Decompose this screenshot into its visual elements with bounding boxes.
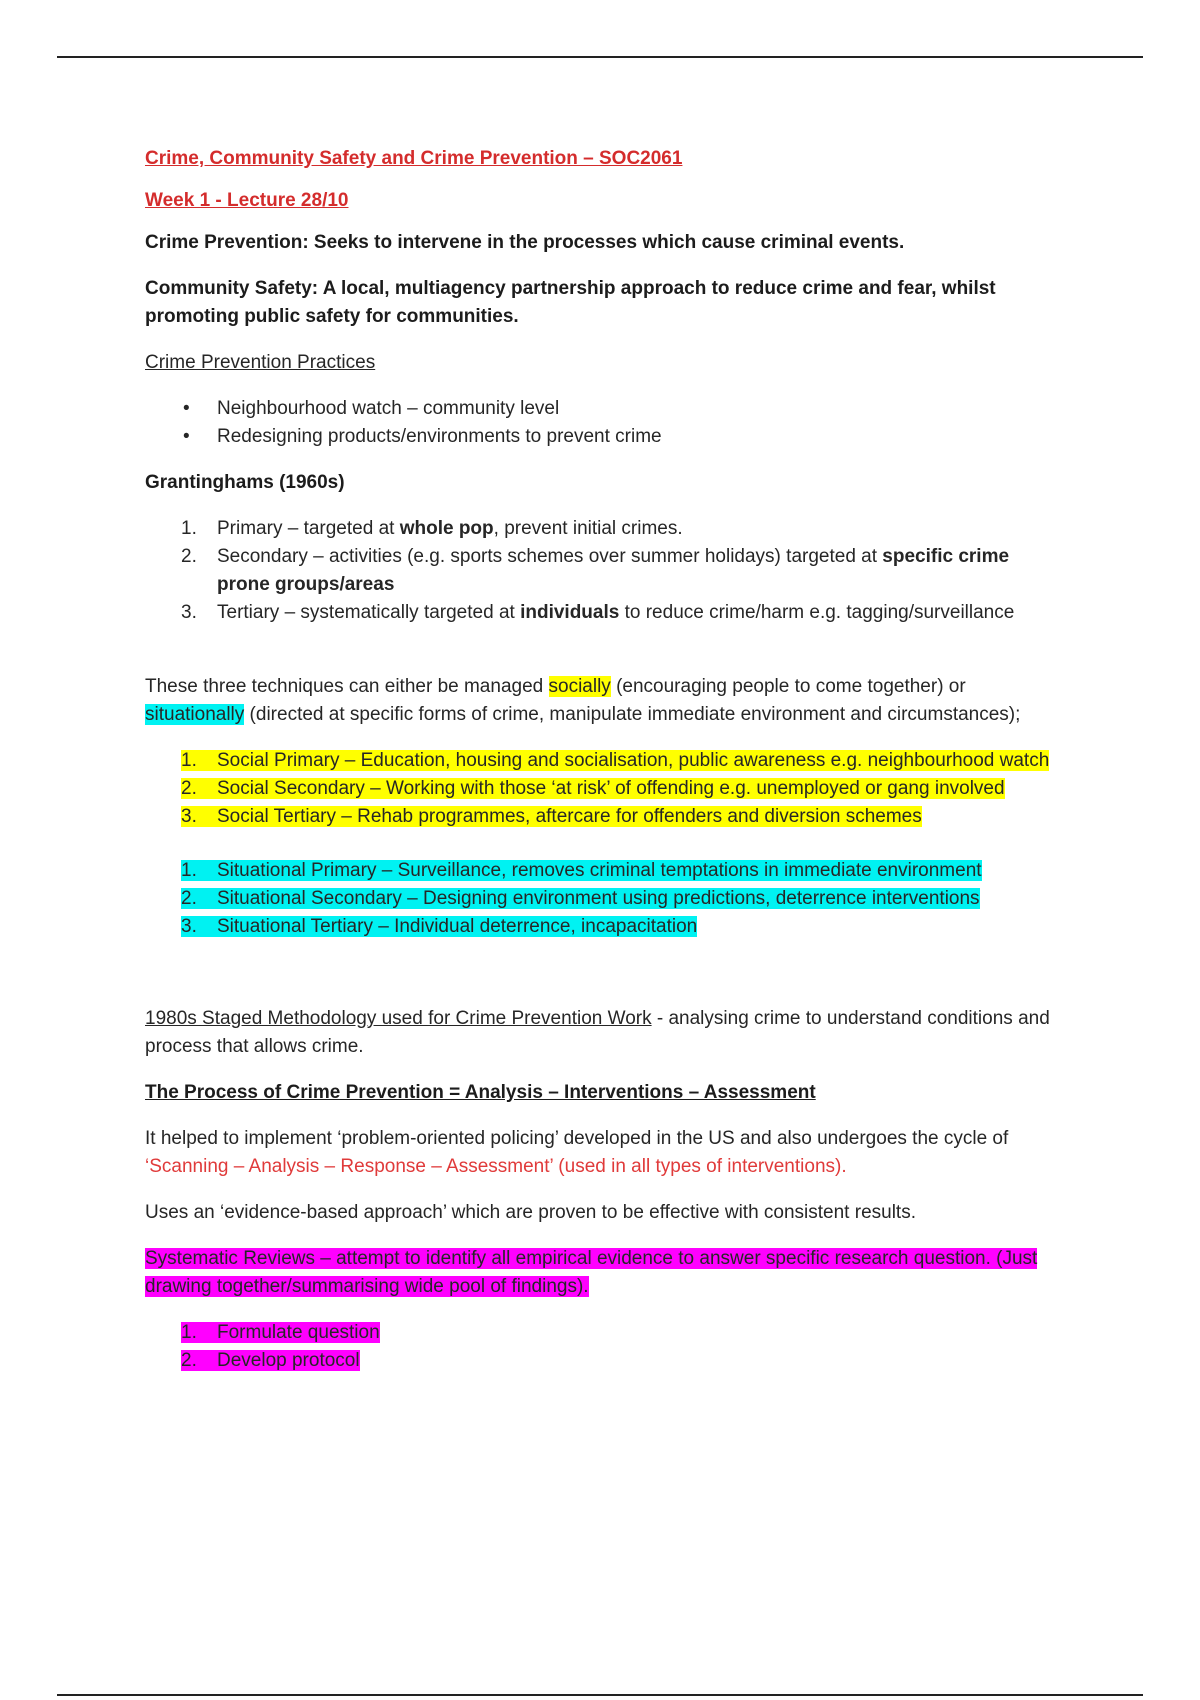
list-item: 2. Situational Secondary – Designing environment using predictions, deterrence interventions: [181, 888, 980, 909]
social-list: [145, 747, 1065, 831]
footer-rule: [57, 1694, 1143, 1696]
evidence-based-paragraph: Uses an ‘evidence-based approach’ which are proven to be effective with consistent results.: [145, 1202, 916, 1223]
list-item: 1. Social Primary – Education, housing and socialisation, public awareness e.g. neighbourhood watch: [181, 750, 1050, 771]
review-steps-list: [145, 1319, 1065, 1375]
situationally-highlight: situationally: [145, 704, 245, 725]
methodology-paragraph: 1980s Staged Methodology used for Crime Prevention Work - analysing crime to understand conditions and process that allows crime.: [145, 1008, 1050, 1057]
techniques-intro: These three techniques can either be managed socially (encouraging people to come together) or situationally (directed at specific forms of crime, manipulate immediate environment and circumstances);: [145, 676, 1021, 725]
list-item: 3. Social Tertiary – Rehab programmes, aftercare for offenders and diversion schemes: [181, 806, 922, 827]
document-title: Crime, Community Safety and Crime Prevention – SOC2061: [145, 148, 683, 169]
methodology-heading: 1980s Staged Methodology used for Crime Prevention Work: [145, 1008, 652, 1029]
week-heading: Week 1 - Lecture 28/10: [145, 190, 349, 211]
list-item: 2. Develop protocol: [181, 1350, 360, 1371]
list-item: 2. Secondary – activities (e.g. sports schemes over summer holidays) targeted at specific crime prone groups/areas: [181, 546, 1010, 595]
sara-cycle: ‘Scanning – Analysis – Response – Assessment’ (used in all types of interventions).: [145, 1156, 847, 1177]
situational-list: [145, 857, 1065, 941]
socially-highlight: socially: [548, 676, 611, 697]
community-safety-definition: Community Safety: A local, multiagency partnership approach to reduce crime and fear, whilst promoting public safety for communities.: [145, 278, 996, 327]
list-item: 2. Social Secondary – Working with those ‘at risk’ of offending e.g. unemployed or gang involved: [181, 778, 1005, 799]
process-heading: The Process of Crime Prevention = Analysis – Interventions – Assessment: [145, 1082, 816, 1103]
list-item: 3. Situational Tertiary – Individual deterrence, incapacitation: [181, 916, 698, 937]
list-item: 1. Primary – targeted at whole pop, prevent initial crimes.: [181, 518, 683, 539]
list-item: 3. Tertiary – systematically targeted at individuals to reduce crime/harm e.g. tagging/surveillance: [181, 602, 1015, 623]
list-item: 1. Situational Primary – Surveillance, removes criminal temptations in immediate environment: [181, 860, 982, 881]
practices-heading: Crime Prevention Practices: [145, 352, 376, 373]
crime-prevention-definition: Crime Prevention: Seeks to intervene in the processes which cause criminal events.: [145, 232, 905, 253]
practices-list: [145, 395, 1065, 451]
list-item: 1. Formulate question: [181, 1322, 380, 1343]
policing-paragraph: It helped to implement ‘problem-oriented policing’ developed in the US and also undergoes the cycle of ‘Scanning – Analysis – Response – Assessment’ (used in all types of interventions).: [145, 1128, 1009, 1177]
grantinghams-list: [145, 515, 1065, 627]
header-rule: [57, 56, 1143, 58]
grantinghams-heading: Grantinghams (1960s): [145, 472, 345, 493]
systematic-reviews-paragraph: Systematic Reviews – attempt to identify all empirical evidence to answer specific research question. (Just drawing together/summarising wide pool of findings).: [145, 1248, 1038, 1297]
list-item: • Neighbourhood watch – community level: [145, 395, 1065, 423]
list-item: • Redesigning products/environments to prevent crime: [145, 423, 1065, 451]
bullet-icon: •: [183, 398, 190, 419]
bullet-icon: •: [183, 426, 190, 447]
document-page: [145, 145, 1065, 1393]
